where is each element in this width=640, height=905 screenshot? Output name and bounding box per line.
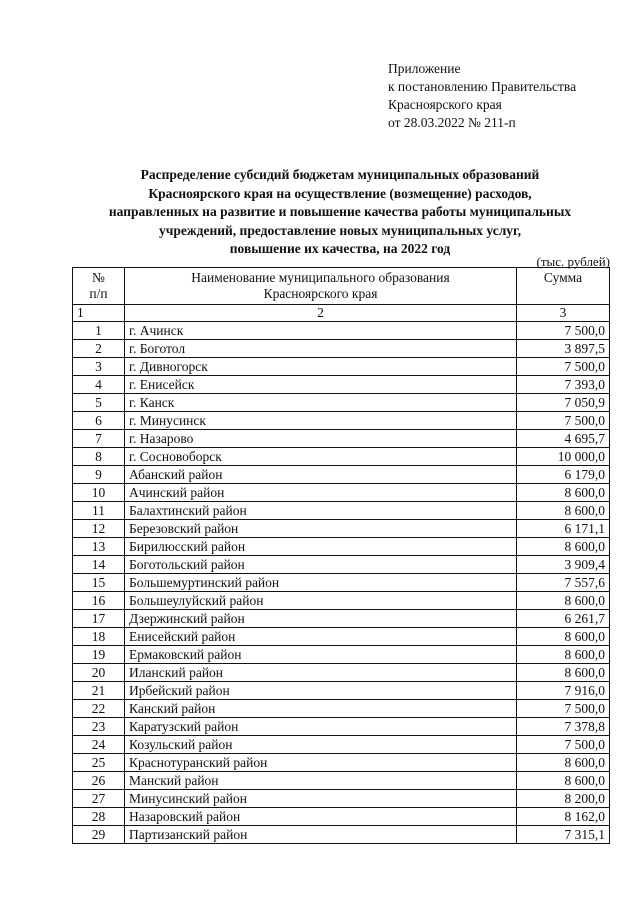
table-row: [73, 412, 610, 430]
header-num-line: №: [92, 270, 105, 285]
table-row: [73, 556, 610, 574]
title-line: повышение их качества, на 2022 год: [229, 241, 451, 256]
row-amount: 8 600,0: [517, 646, 610, 664]
table-row: [73, 736, 610, 754]
row-number: 6: [73, 412, 125, 430]
table-row: [73, 322, 610, 340]
row-number: 22: [73, 700, 125, 718]
row-amount: 8 200,0: [517, 790, 610, 808]
row-amount: 6 261,7: [517, 610, 610, 628]
row-municipality: Манский район: [125, 772, 517, 790]
row-number: 13: [73, 538, 125, 556]
row-amount: 8 600,0: [517, 538, 610, 556]
row-municipality: Большеулуйский район: [125, 592, 517, 610]
table-row: [73, 646, 610, 664]
row-number: 25: [73, 754, 125, 772]
row-amount: 7 500,0: [517, 700, 610, 718]
row-number: 10: [73, 484, 125, 502]
row-amount: 8 600,0: [517, 754, 610, 772]
title-line: учреждений, предоставление новых муниципальных услуг,: [158, 222, 522, 238]
appendix-line: Приложение: [388, 61, 461, 76]
row-amount: 7 500,0: [517, 736, 610, 754]
table-row: [73, 520, 610, 538]
table-row: [73, 664, 610, 682]
header-name: [125, 268, 517, 305]
row-amount: 8 600,0: [517, 592, 610, 610]
table-row: [73, 466, 610, 484]
table-row: [73, 448, 610, 466]
row-amount: 8 600,0: [517, 484, 610, 502]
row-number: 18: [73, 628, 125, 646]
appendix-block: [388, 60, 576, 132]
title-line: Красноярского края на осуществление (возмещение) расходов,: [148, 185, 532, 201]
title-line: Распределение субсидий бюджетам муниципальных образований: [140, 167, 540, 182]
row-municipality: Канский район: [125, 700, 517, 718]
row-amount: 3 897,5: [517, 340, 610, 358]
row-amount: 7 378,8: [517, 718, 610, 736]
row-number: 7: [73, 430, 125, 448]
row-amount: 4 695,7: [517, 430, 610, 448]
row-number: 27: [73, 790, 125, 808]
row-municipality: г. Ачинск: [125, 322, 517, 340]
row-municipality: Назаровский район: [125, 808, 517, 826]
row-amount: 7 557,6: [517, 574, 610, 592]
row-amount: 8 600,0: [517, 502, 610, 520]
row-amount: 7 393,0: [517, 376, 610, 394]
row-number: 28: [73, 808, 125, 826]
row-number: 23: [73, 718, 125, 736]
row-amount: 7 500,0: [517, 358, 610, 376]
row-number: 3: [73, 358, 125, 376]
header-sum: [517, 268, 610, 305]
row-amount: 7 500,0: [517, 322, 610, 340]
table-row: [73, 826, 610, 844]
header-num-line: п/п: [89, 286, 108, 301]
row-amount: 3 909,4: [517, 556, 610, 574]
row-municipality: Каратузский район: [125, 718, 517, 736]
table-row: [73, 682, 610, 700]
table-row: [73, 610, 610, 628]
header-sum-label: Сумма: [543, 270, 583, 285]
column-number-row: [73, 305, 610, 322]
row-municipality: Большемуртинский район: [125, 574, 517, 592]
row-number: 11: [73, 502, 125, 520]
row-municipality: Балахтинский район: [125, 502, 517, 520]
row-municipality: г. Енисейск: [125, 376, 517, 394]
row-municipality: Дзержинский район: [125, 610, 517, 628]
row-number: 17: [73, 610, 125, 628]
column-number: 3: [517, 305, 610, 322]
row-number: 1: [73, 322, 125, 340]
table-row: [73, 394, 610, 412]
table-row: [73, 484, 610, 502]
row-amount: 7 500,0: [517, 412, 610, 430]
table-row: [73, 538, 610, 556]
row-number: 14: [73, 556, 125, 574]
row-municipality: Енисейский район: [125, 628, 517, 646]
row-number: 5: [73, 394, 125, 412]
appendix-line: Красноярского края: [388, 97, 502, 112]
row-number: 26: [73, 772, 125, 790]
table-header-row: [73, 268, 610, 305]
unit-label: (тыс. рублей): [536, 254, 610, 269]
table-row: [73, 430, 610, 448]
table-row: [73, 574, 610, 592]
row-amount: 7 050,9: [517, 394, 610, 412]
row-number: 21: [73, 682, 125, 700]
row-number: 15: [73, 574, 125, 592]
row-municipality: Бирилюсский район: [125, 538, 517, 556]
subsidy-table: [72, 267, 610, 844]
column-number: 2: [125, 305, 517, 322]
row-number: 20: [73, 664, 125, 682]
row-amount: 8 600,0: [517, 664, 610, 682]
row-amount: 10 000,0: [517, 448, 610, 466]
row-municipality: Ачинский район: [125, 484, 517, 502]
row-amount: 8 600,0: [517, 628, 610, 646]
title-line: направленных на развитие и повышение качества работы муниципальных: [108, 204, 572, 219]
row-municipality: г. Канск: [125, 394, 517, 412]
row-municipality: Ермаковский район: [125, 646, 517, 664]
row-municipality: г. Минусинск: [125, 412, 517, 430]
row-municipality: Минусинский район: [125, 790, 517, 808]
table-row: [73, 754, 610, 772]
row-number: 19: [73, 646, 125, 664]
row-amount: 8 600,0: [517, 772, 610, 790]
table-row: [73, 502, 610, 520]
row-municipality: Партизанский район: [125, 826, 517, 844]
row-municipality: Абанский район: [125, 466, 517, 484]
header-name-line: Наименование муниципального образования: [191, 270, 450, 285]
row-amount: 7 916,0: [517, 682, 610, 700]
table-row: [73, 358, 610, 376]
row-amount: 7 315,1: [517, 826, 610, 844]
row-number: 16: [73, 592, 125, 610]
table-row: [73, 808, 610, 826]
row-number: 2: [73, 340, 125, 358]
row-amount: 6 171,1: [517, 520, 610, 538]
table-row: [73, 340, 610, 358]
row-municipality: Краснотуранский район: [125, 754, 517, 772]
row-number: 8: [73, 448, 125, 466]
row-municipality: г. Сосновоборск: [125, 448, 517, 466]
row-number: 12: [73, 520, 125, 538]
row-amount: 6 179,0: [517, 466, 610, 484]
row-municipality: Козульский район: [125, 736, 517, 754]
table-row: [73, 790, 610, 808]
column-number: 1: [73, 305, 125, 322]
row-municipality: Березовский район: [125, 520, 517, 538]
appendix-line: к постановлению Правительства: [388, 79, 577, 94]
row-number: 24: [73, 736, 125, 754]
row-number: 4: [73, 376, 125, 394]
row-number: 29: [73, 826, 125, 844]
document-title: [60, 166, 620, 259]
row-municipality: г. Дивногорск: [125, 358, 517, 376]
row-municipality: г. Назарово: [125, 430, 517, 448]
row-amount: 8 162,0: [517, 808, 610, 826]
appendix-date-line: от 28.03.2022 № 211-п: [388, 115, 516, 130]
header-num: [73, 268, 125, 305]
table-row: [73, 718, 610, 736]
table-row: [73, 592, 610, 610]
row-municipality: Боготольский район: [125, 556, 517, 574]
row-municipality: г. Боготол: [125, 340, 517, 358]
table-row: [73, 772, 610, 790]
row-municipality: Ирбейский район: [125, 682, 517, 700]
row-number: 9: [73, 466, 125, 484]
header-name-line: Красноярского края: [263, 286, 378, 301]
table-row: [73, 700, 610, 718]
table-row: [73, 376, 610, 394]
row-municipality: Иланский район: [125, 664, 517, 682]
table-row: [73, 628, 610, 646]
